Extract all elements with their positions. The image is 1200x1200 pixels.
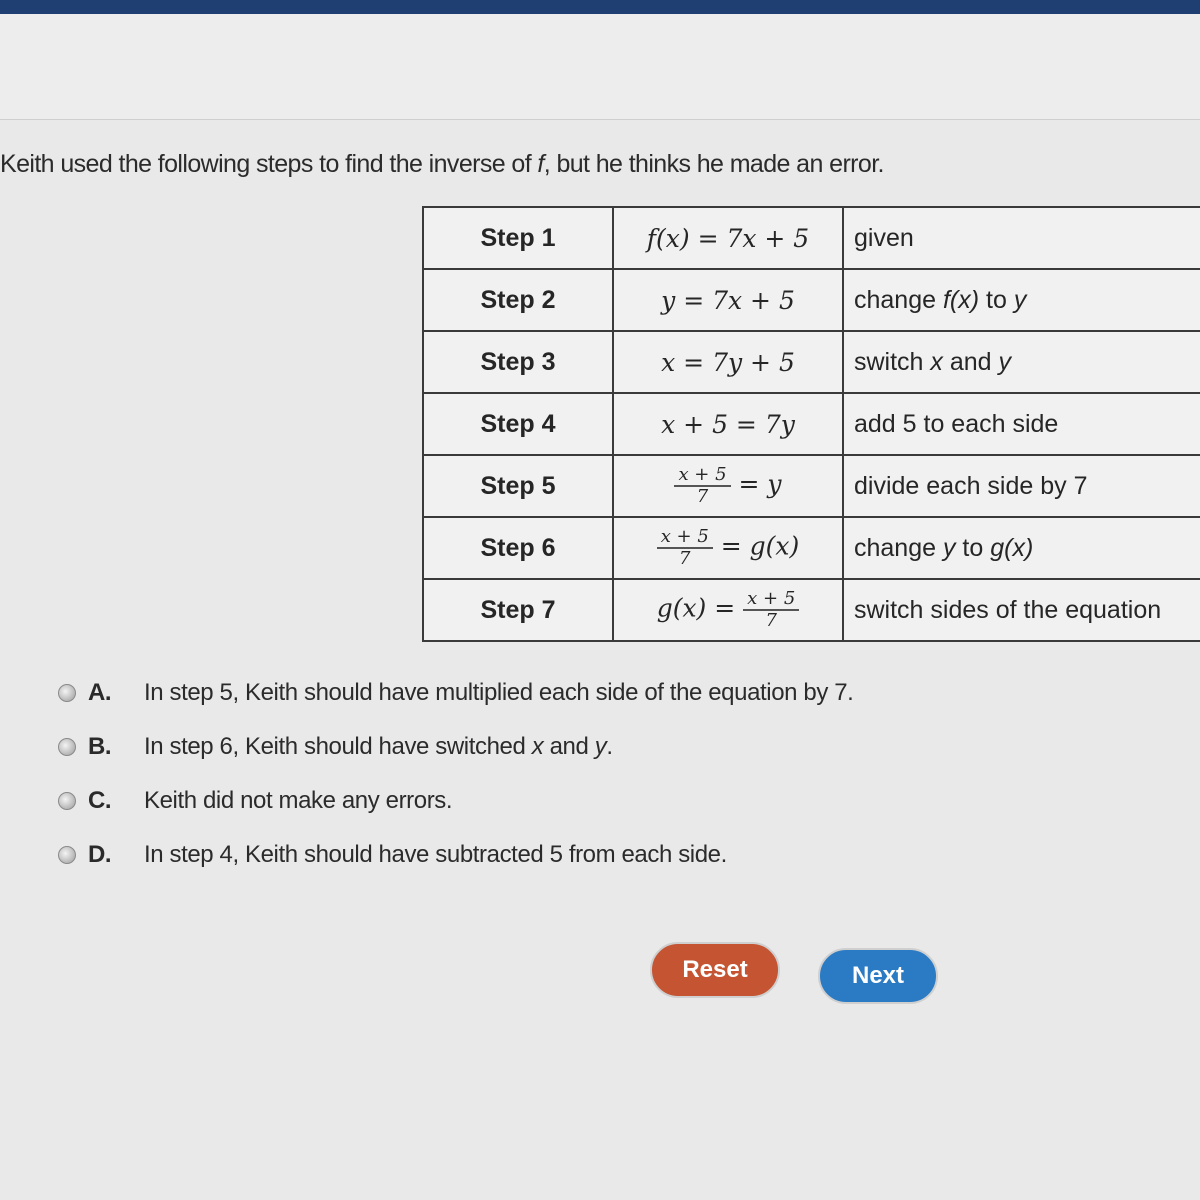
step-equation: x = 7y + 5 bbox=[613, 331, 843, 393]
step-description: given bbox=[843, 207, 1200, 269]
option-text-part: y bbox=[594, 733, 607, 760]
option-c[interactable] bbox=[58, 774, 958, 828]
option-text-part: In step 6, Keith should have switched bbox=[144, 733, 532, 760]
option-letter: D. bbox=[88, 841, 112, 868]
radio-button[interactable] bbox=[58, 792, 76, 810]
radio-button[interactable] bbox=[58, 846, 76, 864]
desc-part: f(x) bbox=[942, 285, 980, 314]
desc-part: and bbox=[942, 347, 999, 376]
step-label: Step 4 bbox=[423, 393, 613, 455]
option-text: Keith did not make any errors. bbox=[144, 787, 453, 814]
desc-part: y bbox=[942, 533, 956, 562]
fraction-denominator: 7 bbox=[696, 486, 709, 507]
desc-part: switch bbox=[854, 347, 931, 376]
prompt-text-end: , but he thinks he made an error. bbox=[543, 150, 884, 178]
step-equation bbox=[613, 517, 843, 579]
desc-part: y bbox=[1013, 285, 1027, 314]
table-row bbox=[423, 331, 1200, 393]
desc-part: g(x) bbox=[990, 533, 1034, 562]
prompt-variable: f bbox=[537, 150, 544, 178]
fraction bbox=[743, 589, 799, 631]
step-label: Step 6 bbox=[423, 517, 613, 579]
option-a[interactable] bbox=[58, 666, 958, 720]
step-equation bbox=[613, 455, 843, 517]
question-prompt bbox=[0, 150, 1200, 179]
prompt-text-start: Keith used the following steps to find the inverse of bbox=[0, 150, 538, 178]
fraction-numerator: x + 5 bbox=[657, 527, 713, 549]
step-equation: x + 5 = 7y bbox=[613, 393, 843, 455]
fraction bbox=[657, 527, 713, 569]
equation-left: g(x) = bbox=[656, 593, 736, 623]
desc-part: x bbox=[930, 347, 943, 376]
desc-part: to bbox=[955, 533, 991, 562]
fraction-denominator: 7 bbox=[679, 548, 691, 569]
option-text: In step 4, Keith should have subtracted 5 from each side. bbox=[144, 841, 727, 868]
reset-button[interactable]: Reset bbox=[650, 942, 780, 998]
table-row bbox=[423, 579, 1200, 641]
step-description: add 5 to each side bbox=[843, 393, 1200, 455]
option-text-part: x bbox=[531, 733, 544, 760]
table-row bbox=[423, 393, 1200, 455]
step-description bbox=[843, 331, 1200, 393]
table-row bbox=[423, 455, 1200, 517]
step-description bbox=[843, 269, 1200, 331]
top-bar bbox=[0, 0, 1200, 14]
option-letter: A. bbox=[88, 679, 112, 706]
answer-options bbox=[58, 666, 958, 882]
desc-part: change bbox=[854, 285, 943, 314]
fraction-numerator: x + 5 bbox=[743, 589, 799, 611]
radio-button[interactable] bbox=[58, 738, 76, 756]
option-d[interactable] bbox=[58, 828, 958, 882]
desc-part: y bbox=[998, 347, 1012, 376]
step-label: Step 2 bbox=[423, 269, 613, 331]
equation-rest: = g(x) bbox=[720, 531, 800, 561]
step-label: Step 1 bbox=[423, 207, 613, 269]
fraction-numerator: x + 5 bbox=[674, 465, 730, 487]
radio-button[interactable] bbox=[58, 684, 76, 702]
fraction-denominator: 7 bbox=[765, 610, 777, 631]
equation-rest: = y bbox=[738, 469, 782, 499]
step-label: Step 5 bbox=[423, 455, 613, 517]
option-text: In step 5, Keith should have multiplied each side of the equation by 7. bbox=[144, 679, 854, 706]
fraction bbox=[674, 465, 730, 507]
desc-part: change bbox=[854, 533, 943, 562]
desc-part: to bbox=[979, 285, 1014, 314]
header-strip bbox=[0, 14, 1200, 120]
step-equation: f(x) = 7x + 5 bbox=[613, 207, 843, 269]
table-row bbox=[423, 269, 1200, 331]
option-letter: B. bbox=[88, 733, 112, 760]
option-b[interactable] bbox=[58, 720, 958, 774]
step-description bbox=[843, 517, 1200, 579]
next-button[interactable]: Next bbox=[818, 948, 938, 1004]
table-row bbox=[423, 207, 1200, 269]
step-label: Step 3 bbox=[423, 331, 613, 393]
option-text-part: . bbox=[606, 733, 613, 760]
step-equation: y = 7x + 5 bbox=[613, 269, 843, 331]
option-text bbox=[144, 733, 613, 761]
step-description: divide each side by 7 bbox=[843, 455, 1200, 517]
step-equation bbox=[613, 579, 843, 641]
table-row bbox=[423, 517, 1200, 579]
option-letter: C. bbox=[88, 787, 112, 814]
steps-table bbox=[422, 206, 1200, 642]
option-text-part: and bbox=[543, 733, 595, 760]
step-description: switch sides of the equation bbox=[843, 579, 1200, 641]
step-label: Step 7 bbox=[423, 579, 613, 641]
